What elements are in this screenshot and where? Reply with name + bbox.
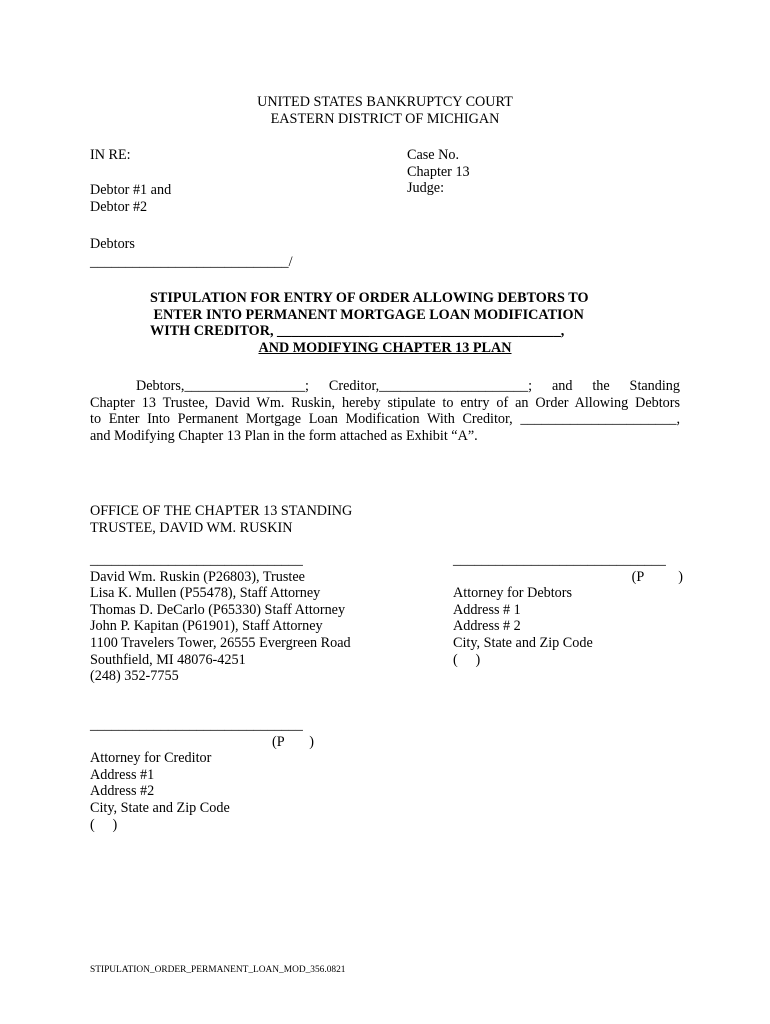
trustee-office-heading [90,503,352,536]
debtors-attorney-city: City, State and Zip Code [453,634,593,651]
debtor-names [90,182,171,215]
debtors-label: Debtors [90,236,135,252]
staff-attorney-2: Thomas D. DeCarlo (P65330) Staff Attorney [90,601,346,618]
debtors-attorney-role: Attorney for Debtors [453,585,572,602]
p-number-open: (P [631,568,645,585]
in-re-label: IN RE: [90,147,131,163]
debtors-attorney-phone: ( ) [453,651,481,668]
court-district: EASTERN DISTRICT OF MICHIGAN [270,110,500,127]
caption-divider-line: ____________________________/ [90,254,293,270]
creditor-attorney-bar-number [90,734,314,751]
paragraph-line-2: Chapter 13 Trustee, David Wm. Ruskin, hereby stipulate to entry of an Order Allowing Debtors [90,394,680,411]
title-line-1: STIPULATION FOR ENTRY OF ORDER ALLOWING DEBTORS TO [150,290,589,306]
judge-label: Judge: [407,180,445,197]
debtors-attorney-address-2: Address # 2 [453,618,521,635]
paragraph-line-3: to Enter Into Permanent Mortgage Loan Modification With Creditor, ______________________, [90,411,680,428]
chapter-label: Chapter 13 [407,163,470,180]
creditor-attorney-signature-block [90,717,314,833]
paragraph-line-1: Debtors,_________________; Creditor,_____________________; and the Standing [136,378,680,394]
trustee-name: David Wm. Ruskin (P26803), Trustee [90,568,305,585]
staff-attorney-3: John P. Kapitan (P61901), Staff Attorney [90,618,323,635]
court-name: UNITED STATES BANKRUPTCY COURT [257,94,513,110]
trustee-signature-block [90,552,351,685]
title-line-3: WITH CREDITOR, ________________________________________, [150,323,565,340]
paragraph-line-4: and Modifying Chapter 13 Plan in the form attached as Exhibit “A”. [90,427,478,444]
creditor-attorney-address-1: Address #1 [90,766,155,783]
creditor-attorney-address-2: Address #2 [90,783,155,800]
creditor-attorney-phone: ( ) [90,816,118,833]
trustee-address-2: Southfield, MI 48076-4251 [90,651,246,668]
p-number-close: ) [678,568,683,585]
case-number-label: Case No. [407,147,460,163]
document-footer-id: STIPULATION_ORDER_PERMANENT_LOAN_MOD_356.0821 [90,965,346,975]
stipulation-paragraph [90,378,680,444]
trustee-phone: (248) 352-7755 [90,668,179,685]
trustee-signature-line: ______________________________ [90,552,303,568]
creditor-attorney-signature-line: ______________________________ [90,717,303,733]
office-line-2: TRUSTEE, DAVID WM. RUSKIN [90,519,293,536]
debtors-attorney-bar-number [453,569,683,586]
title-line-2: ENTER INTO PERMANENT MORTGAGE LOAN MODIFICATION [150,306,584,323]
staff-attorney-1: Lisa K. Mullen (P55478), Staff Attorney [90,585,321,602]
p-number-close: ) [309,733,314,750]
case-info-block [407,147,470,197]
debtor-1-name: Debtor #1 and [90,182,172,198]
court-header [0,94,770,127]
creditor-attorney-city: City, State and Zip Code [90,799,230,816]
title-line-4: AND MODIFYING CHAPTER 13 PLAN [258,340,512,356]
document-title [150,290,589,356]
debtors-attorney-signature-block [453,552,683,668]
debtors-attorney-address-1: Address # 1 [453,601,521,618]
p-number-open: (P [272,733,285,750]
debtor-2-name: Debtor #2 [90,198,148,215]
debtors-attorney-signature-line: ______________________________ [453,552,666,568]
office-line-1: OFFICE OF THE CHAPTER 13 STANDING [90,503,353,519]
creditor-attorney-role: Attorney for Creditor [90,750,212,767]
trustee-address-1: 1100 Travelers Tower, 26555 Evergreen Road [90,634,351,651]
